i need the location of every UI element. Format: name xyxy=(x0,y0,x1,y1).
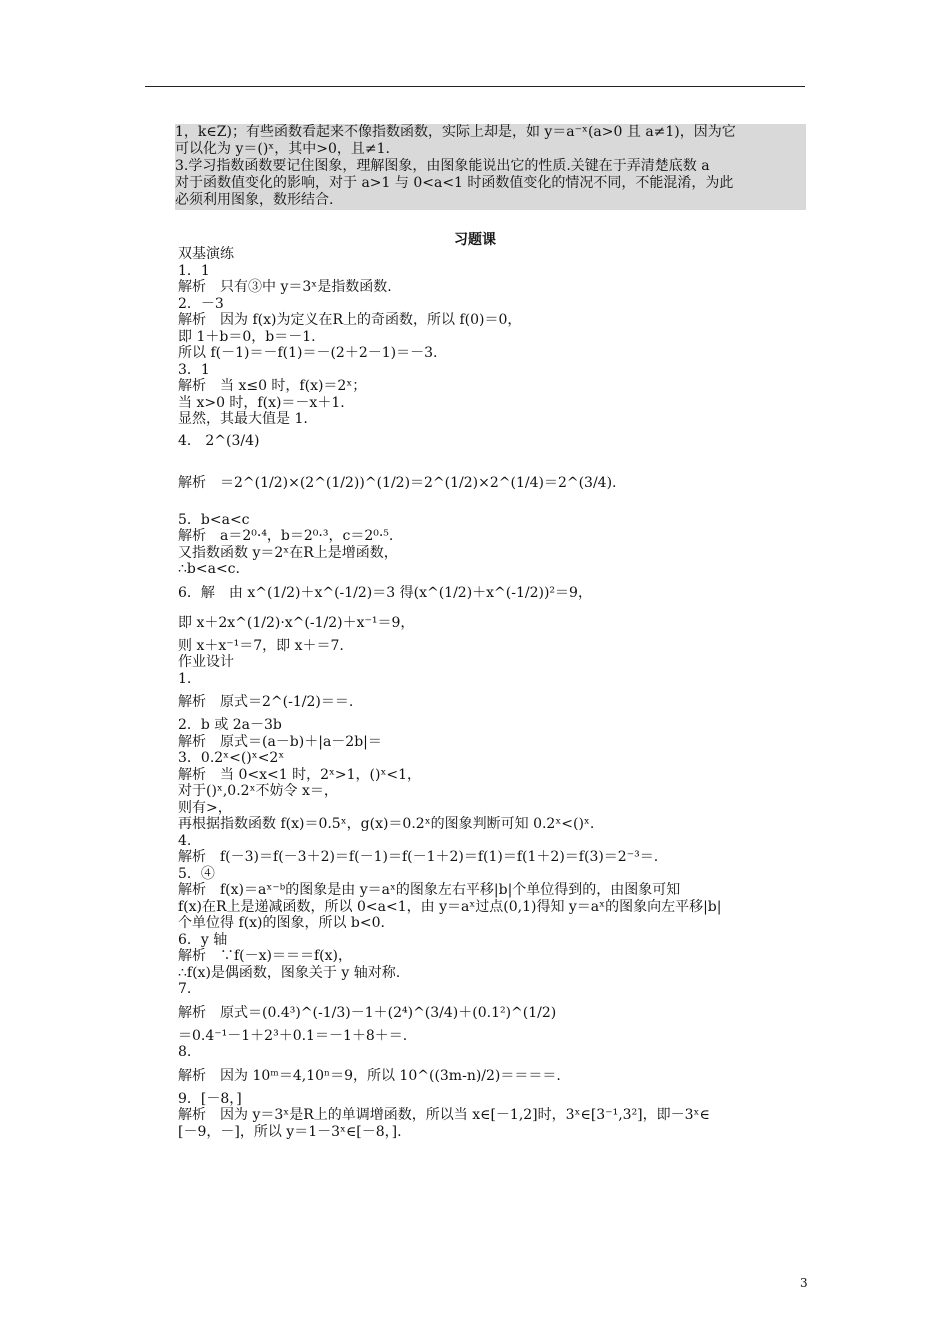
text-line: 解析 因为 f(x)为定义在R上的奇函数，所以 f(0)＝0， xyxy=(178,312,522,328)
text-line: 1. xyxy=(178,670,192,687)
text-line: 即 x＋2x^(1/2)·x^(-1/2)＋x⁻¹＝9， xyxy=(178,614,415,631)
summary-line: 3.学习指数函数要记住图象，理解图象，由图象能说出它的性质.关键在于弄清楚底数 a xyxy=(175,158,710,174)
text-line: 解析 当 0<x<1 时，2ˣ>1，()ˣ<1， xyxy=(178,766,422,783)
text-line: 6．解 由 x^(1/2)＋x^(-1/2)＝3 得(x^(1/2)＋x^(-1/2))²＝9， xyxy=(178,584,592,601)
solutions-content xyxy=(178,246,808,1140)
text-line: 5．④ xyxy=(178,865,215,882)
text-line: 则有>， xyxy=(178,799,232,816)
text-line: 解析 只有③中 y＝3ˣ是指数函数. xyxy=(178,279,392,295)
text-line: 解析 原式＝2^(-1/2)＝＝. xyxy=(178,694,354,710)
text-line: 当 x>0 时，f(x)＝－x＋1. xyxy=(178,394,345,411)
header-rule xyxy=(145,86,805,87)
text-line: 解析 因为 y＝3ˣ是R上的单调增函数，所以当 x∈[－1,2]时，3ˣ∈[3⁻¹,3²]，即－3ˣ∈ xyxy=(178,1107,710,1123)
page-number: 3 xyxy=(800,1276,808,1290)
text-line: 个单位得 f(x)的图象，所以 b<0. xyxy=(178,915,385,931)
text-line: 解析 原式＝(a－b)＋|a－2b|＝ xyxy=(178,733,382,750)
text-line: 2．b 或 2a－3b xyxy=(178,717,282,733)
text-line: 4. xyxy=(178,832,192,849)
text-line: 解析 原式＝(0.4³)^(-1/3)－1＋(2⁴)^(3/4)＋(0.1²)^(1/2) xyxy=(178,1004,557,1021)
text-line: 再根据指数函数 f(x)＝0.5ˣ，g(x)＝0.2ˣ的图象判断可知 0.2ˣ<()ˣ. xyxy=(178,816,595,832)
text-line: ∴f(x)是偶函数，图象关于 y 轴对称. xyxy=(178,964,401,981)
text-line: 作业设计 xyxy=(178,654,234,670)
text-line: 解析 f(x)＝aˣ⁻ᵇ的图象是由 y＝aˣ的图象左右平移|b|个单位得到的，由图象可知 xyxy=(178,882,681,898)
text-line: 5．b<a<c xyxy=(178,511,250,528)
text-line: 解析 当 x≤0 时，f(x)＝2ˣ； xyxy=(178,378,367,394)
text-line: 3．1 xyxy=(178,361,210,378)
summary-line: 1，k∈Z)；有些函数看起来不像指数函数，实际上却是，如 y＝a⁻ˣ(a>0 且 a≠1)，因为它 xyxy=(175,124,736,140)
text-line: 6．y 轴 xyxy=(178,931,228,948)
text-line: 则 x＋x⁻¹＝7，即 x＋＝7. xyxy=(178,637,344,654)
text-line: 对于()ˣ,0.2ˣ不妨令 x＝， xyxy=(178,783,338,799)
text-line: ∴b<a<c. xyxy=(178,561,240,577)
text-line: 1．1 xyxy=(178,262,210,279)
text-line: 解析 ∵f(－x)＝＝＝f(x)， xyxy=(178,948,353,964)
text-line: ＝0.4⁻¹－1＋2³＋0.1＝－1＋8＋＝. xyxy=(178,1027,408,1044)
text-line: 解析 f(－3)＝f(－3＋2)＝f(－1)＝f(－1＋2)＝f(1)＝f(1＋2)＝f(3)＝2⁻³＝. xyxy=(178,849,659,865)
summary-line: 必须利用图象，数形结合. xyxy=(175,192,334,208)
text-line: 3．0.2ˣ<()ˣ<2ˣ xyxy=(178,750,285,766)
summary-line: 对于函数值变化的影响，对于 a>1 与 0<a<1 时函数值变化的情况不同，不能混淆，为此 xyxy=(175,175,734,191)
text-line: 又指数函数 y＝2ˣ在R上是增函数， xyxy=(178,544,398,561)
text-line: 8. xyxy=(178,1044,192,1060)
summary-line: 可以化为 y＝()ˣ，其中>0，且≠1. xyxy=(175,141,390,157)
text-line: 7. xyxy=(178,981,192,997)
text-line: 显然，其最大值是 1. xyxy=(178,411,308,427)
text-line: 解析 a＝2⁰·⁴，b＝2⁰·³，c＝2⁰·⁵. xyxy=(178,528,394,544)
text-line: 2．－3 xyxy=(178,295,224,312)
text-line: 解析 ＝2^(1/2)×(2^(1/2))^(1/2)＝2^(1/2)×2^(1/4)＝2^(3/4). xyxy=(178,474,617,491)
text-line: f(x)在R上是递减函数，所以 0<a<1，由 y＝aˣ过点(0,1)得知 y＝aˣ的图象向左平移|b| xyxy=(178,898,722,915)
text-line: 解析 因为 10ᵐ＝4,10ⁿ＝9，所以 10^((3m-n)/2)＝＝＝＝. xyxy=(178,1067,561,1084)
text-line: [－9，－]，所以 y＝1－3ˣ∈[－8，]. xyxy=(178,1123,402,1140)
text-line: 4． 2^(3/4) xyxy=(178,432,260,449)
text-line: 双基演练 xyxy=(178,246,234,262)
text-line: 即 1＋b＝0，b＝－1. xyxy=(178,328,316,345)
section-title: 习题课 xyxy=(454,232,496,248)
summary-box xyxy=(175,124,806,210)
text-line: 所以 f(－1)＝－f(1)＝－(2＋2－1)＝－3. xyxy=(178,345,438,361)
text-line: 9．[－8，] xyxy=(178,1090,242,1107)
